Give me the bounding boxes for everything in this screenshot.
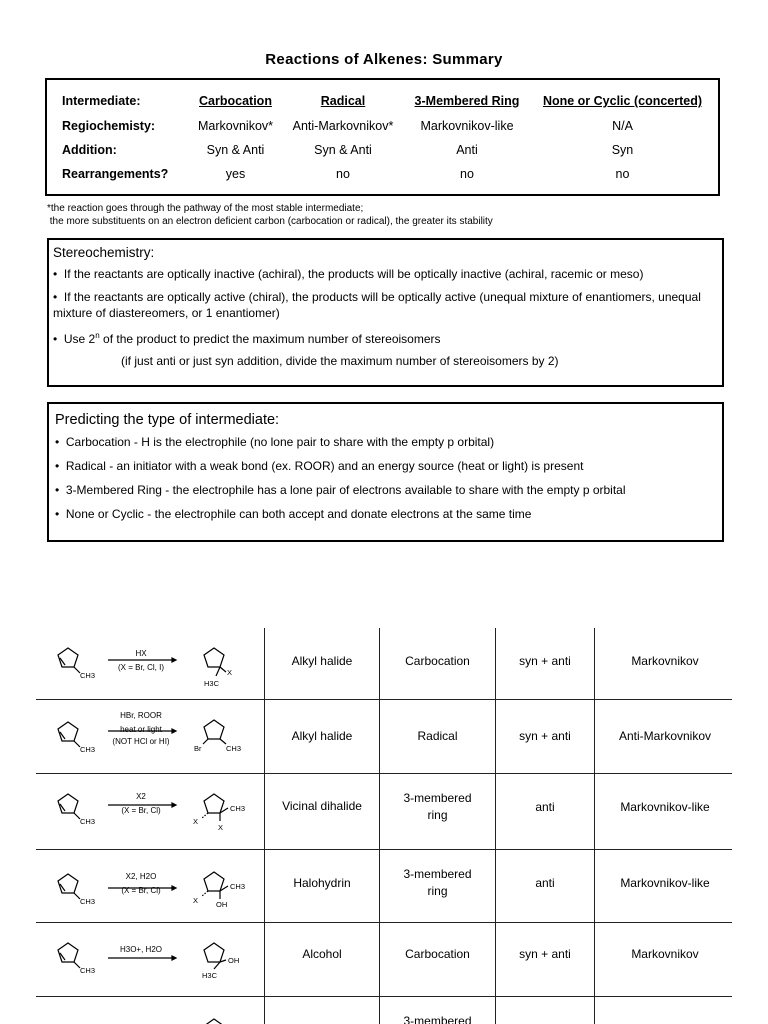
reaction-scheme [48,700,264,773]
reagent-line: HBr, ROOR [120,711,162,720]
summary-row [47,143,718,165]
superscript: n [95,331,100,340]
intermediate-line: ring [427,808,448,822]
summary-cell: yes [225,167,246,181]
row-label: Rearrangements? [62,167,169,181]
reagent-label [106,791,176,816]
product-cell: Vicinal dihalide [282,798,362,813]
page-title: Reactions of Alkenes: Summary [265,51,503,68]
bullet-item: • Use 2$^n$ of the product to predict the maximum number of stereoisomers [53,331,441,346]
summary-cell: Markovnikov* [197,119,274,133]
addition-cell: syn + anti [519,729,571,743]
col-header-carbocation: Carbocation [199,94,272,108]
methyl-label: CH3 [80,745,96,754]
regiochemistry-cell: Markovnikov-like [620,799,710,814]
bullet-item: • Radical - an initiator with a weak bond (ex. ROOR) and an energy source (heat or light) is present [55,459,584,473]
reaction-scheme [48,774,264,849]
bullet-text: 3-Membered Ring - the electrophile has a lone pair of electrons available to share with the empty p orbital [65,483,626,497]
summary-row [47,167,718,189]
reaction-scheme [48,850,264,922]
product-cell: Alkyl halide [291,729,353,743]
bullet-text: If the reactants are optically active (chiral), the products will be optically active (unequal mixture of enantiomers, unequal mixture of diastereomers, or 1 enantiomer) [53,290,701,320]
sub-note: (if just anti or just syn addition, divide the maximum number of stereoisomers by 2) [121,354,559,368]
summary-cell: Markovnikov-like [420,119,514,133]
methyl-label: CH3 [80,817,96,826]
summary-cell: N/A [612,119,633,133]
summary-cell: no [460,167,474,181]
bullet-item: • None or Cyclic - the electrophile can both accept and donate electrons at the same time [55,507,532,521]
reagent-line: HX [135,649,147,658]
reagent-line: (X = Br, Cl, I) [117,663,164,672]
stereochemistry-heading: Stereochemistry: [53,245,155,260]
reaction-row [0,628,768,699]
methyl-label: CH3 [80,966,96,975]
bullet-item: • If the reactants are optically inactive (achiral), the products will be optically inactive (achiral, racemic or meso) [53,267,644,281]
stereochemistry-box [47,238,724,387]
regiochemistry-cell: Anti-Markovnikov [618,729,712,743]
col-header-3-membered-ring: 3-Membered Ring [414,94,520,108]
col-header-none-or-cyclic: None or Cyclic (concerted) [542,94,703,108]
addition-cell: anti [535,875,555,890]
col-header-radical: Radical [320,94,366,108]
intermediate-line: 3-membered [403,791,472,805]
footnote [47,202,493,228]
summary-cell: Syn [611,143,634,157]
product-cell: Alkyl halide [291,653,353,668]
footnote-line: the more substituents on an electron deficient carbon (carbocation or radical), the greater its stability [47,216,493,227]
intermediate-cell [380,774,495,840]
bullet-text: None or Cyclic - the electrophile can both accept and donate electrons at the same time [65,507,532,521]
methyl-label: CH3 [80,897,96,906]
intermediate-cell [380,850,495,916]
bullet-text: Use 2 [63,332,96,346]
product-substituent-label: CH3 [230,882,246,891]
reagent-label [106,710,176,747]
summary-cell: no [336,167,350,181]
reagent-line: (X = Br, Cl) [121,806,161,815]
summary-table [45,78,720,196]
bullet-item: • Carbocation - H is the electrophile (no lone pair to share with the empty p orbital) [55,435,495,449]
row-label: Regiochemisty: [62,119,156,133]
summary-cell: no [615,167,630,181]
reaction-structure [48,923,264,996]
product-substituent-label: X [218,823,224,832]
product-substituent-label: CH3 [226,744,242,753]
reagent-line: (NOT HCl or HI) [112,737,170,746]
bullet-text: of the product to predict the maximum number of stereoisomers [99,332,441,346]
predicting-intermediate-box [47,402,724,542]
reaction-scheme [48,923,264,996]
product-substituent-label: OH [216,900,228,909]
reaction-row [0,923,768,996]
regiochemistry-cell: Markovnikov [631,946,699,961]
summary-cell: Anti [456,143,478,157]
reaction-structure [48,997,264,1024]
intermediate-cell: 3-membered [403,1014,472,1024]
reagent-line: (X = Br, Cl) [121,886,161,895]
reaction-scheme [48,628,264,699]
reagent-line: heat or light [120,725,162,734]
addition-cell: syn + anti [519,653,571,668]
bullet-item: • If the reactants are optically active (chiral), the products will be optically active (unequal mixture of enantiomers, unequal mixture of diastereomers, or 1 enantiomer) [53,290,701,320]
footnote-line: *the reaction goes through the pathway of the most stable intermediate; [47,203,364,214]
reagent-label [106,871,176,896]
summary-cell: Anti-Markovnikov* [292,119,394,133]
reaction-row [0,850,768,922]
reactions-table [0,628,768,1024]
product-substituent-label: Br [194,744,202,753]
intermediate-line: ring [427,884,448,898]
product-substituent-label: H3C [204,679,220,688]
summary-row [47,119,718,141]
regiochemistry-cell: Markovnikov-like [620,875,710,890]
intermediate-cell: Carbocation [405,946,470,961]
summary-cell: Syn & Anti [314,143,372,157]
summary-cell: Syn & Anti [206,143,265,157]
reagent-label [106,944,176,955]
row-label: Intermediate: [62,94,141,108]
bullet-text: If the reactants are optically inactive (achiral), the products will be optically inactive (achiral, racemic or meso) [63,267,644,281]
summary-header-row [47,94,718,116]
reaction-row [0,997,768,1024]
reagent-label [106,648,176,673]
reagent-line: H3O+, H2O [119,945,162,954]
product-substituent-label: H3C [202,971,218,980]
reaction-row [0,774,768,849]
product-cell: Halohydrin [293,875,351,890]
predicting-heading: Predicting the type of intermediate: [55,412,280,428]
bullet-text: Carbocation - H is the electrophile (no lone pair to share with the empty p orbital) [65,435,495,449]
product-substituent-label: CH3 [230,804,246,813]
product-substituent-label: X [193,817,199,826]
intermediate-cell: Carbocation [405,653,470,668]
reaction-row [0,700,768,773]
reagent-line: X2 [136,792,146,801]
product-substituent-label: OH [228,956,240,965]
reagent-line: X2, H2O [125,872,157,881]
bullet-item: • 3-Membered Ring - the electrophile has a lone pair of electrons available to share with the empty p orbital [55,483,626,497]
addition-cell: syn + anti [519,946,571,961]
regiochemistry-cell: Markovnikov [631,653,699,668]
addition-cell: anti [535,799,555,814]
intermediate-line: 3-membered [403,867,472,881]
intermediate-cell: Radical [417,729,458,743]
methyl-label: CH3 [80,671,96,680]
row-label: Addition: [62,143,117,157]
bullet-text: Radical - an initiator with a weak bond (ex. ROOR) and an energy source (heat or light) is present [65,459,584,473]
product-substituent-label: X [227,668,233,677]
product-cell: Alcohol [302,946,342,961]
product-substituent-label: X [193,896,199,905]
